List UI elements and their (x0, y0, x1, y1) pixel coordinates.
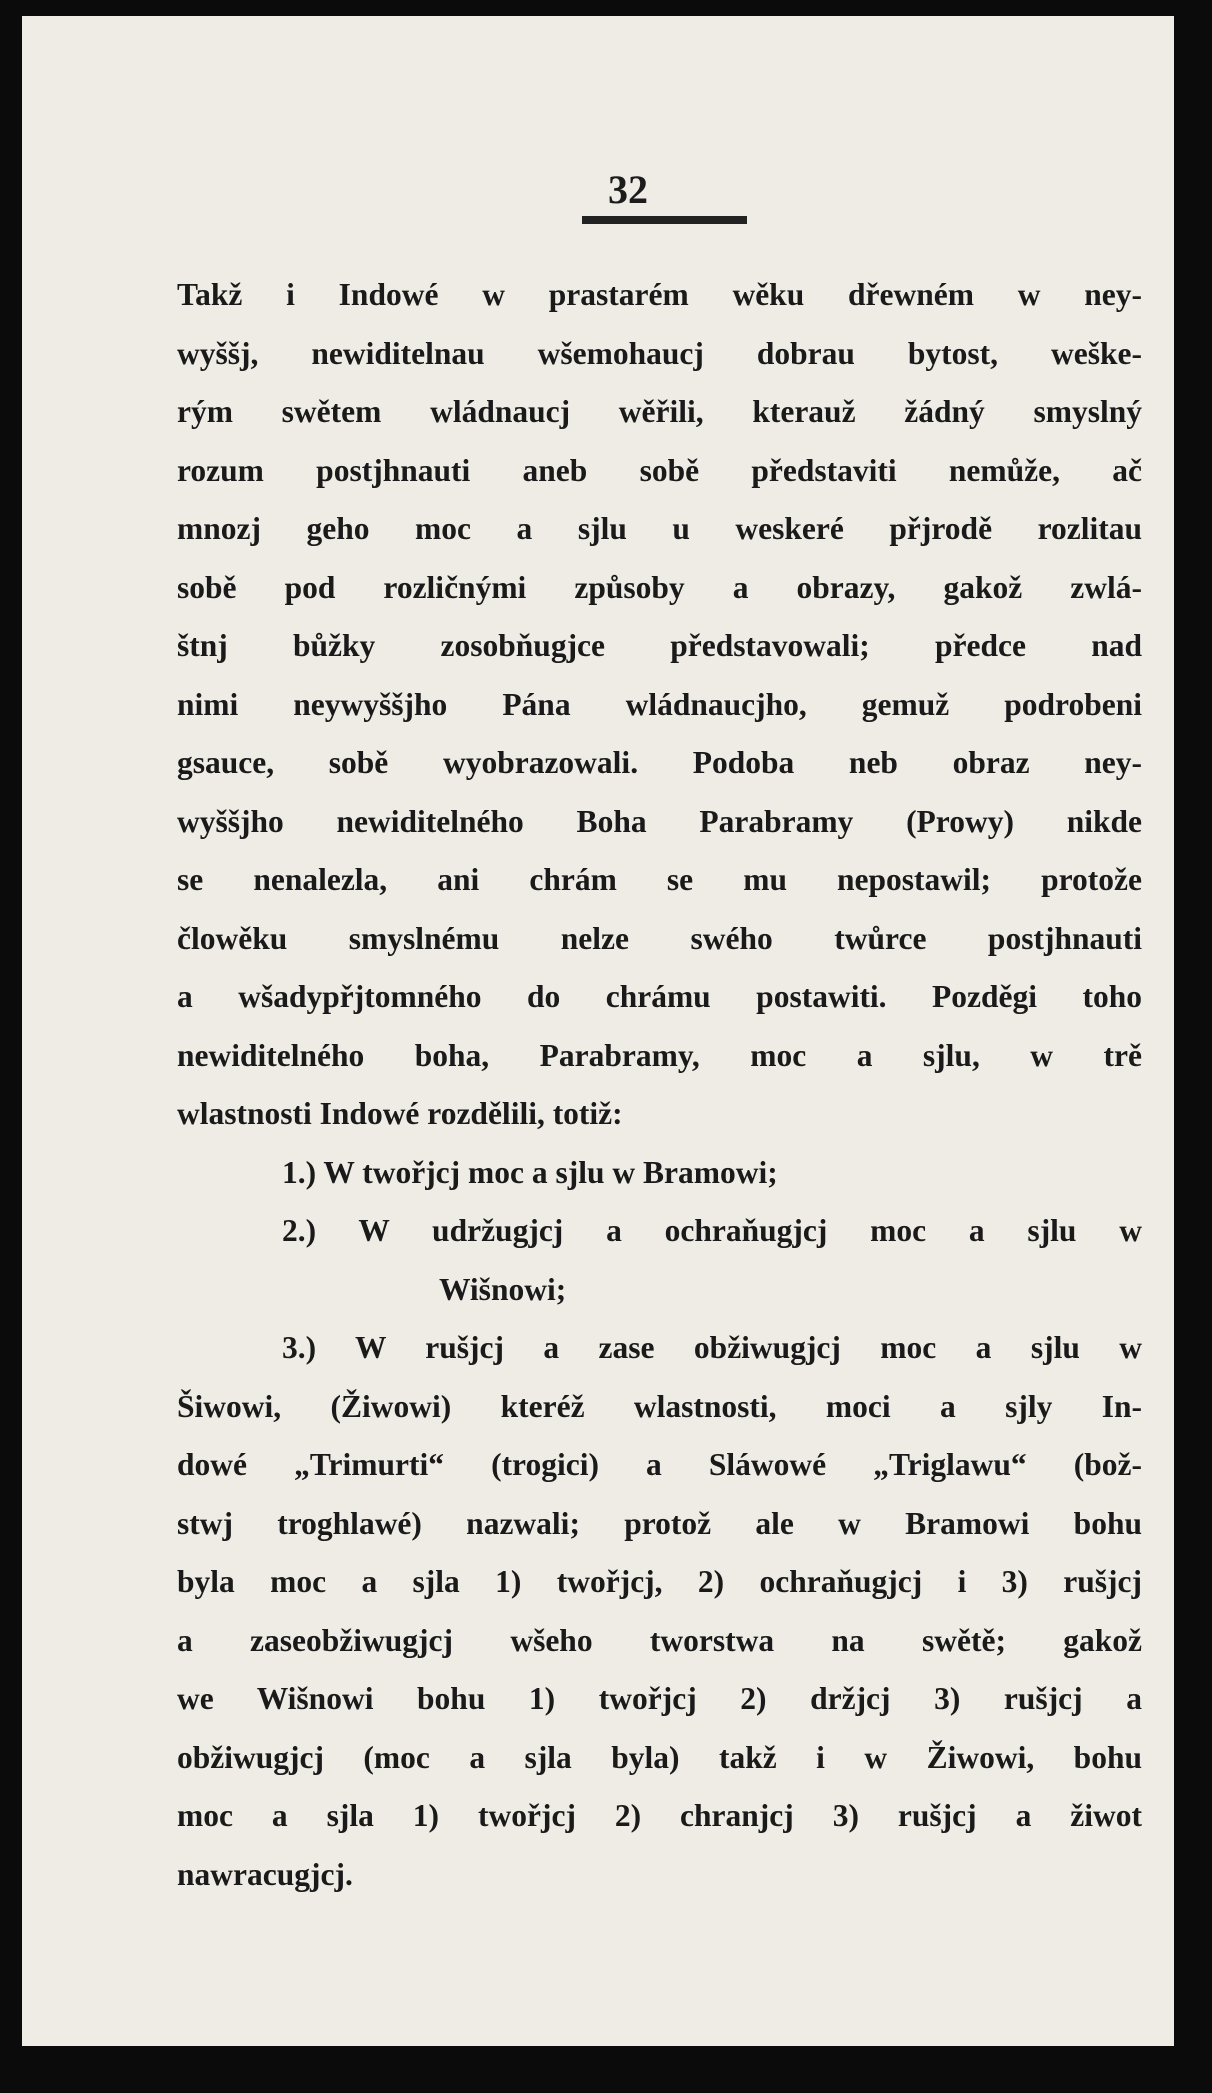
text-line: sobě pod rozličnými způsoby a obrazy, gakož zwlá- (177, 569, 1142, 605)
text-line: dowé „Trimurti“ (trogici) a Sláwowé „Triglawu“ (bož- (177, 1447, 1142, 1482)
text-line: we Wišnowi bohu 1) twořjcj 2) držjcj 3) rušjcj a (177, 1681, 1142, 1716)
text-line: Takž i Indowé w prastarém wěku dřewném w ney- (177, 277, 1142, 312)
text-line: byla moc a sjla 1) twořjcj, 2) ochraňugjcj i 3) rušjcj (177, 1564, 1142, 1599)
text-line: obžiwugjcj (moc a sjla byla) takž i w Žiwowi, bohu (177, 1739, 1142, 1775)
text-line: a wšadypřjtomného do chrámu postawiti. Pozděgi toho (177, 979, 1142, 1014)
header-rule (582, 216, 747, 224)
text-line: stwj troghlawé) nazwali; protož ale w Bramowi bohu (177, 1505, 1142, 1541)
text-line: a zaseobžiwugjcj wšeho tworstwa na swětě; gakož (177, 1622, 1142, 1658)
list-item: 1.) W twořjcj moc a sjlu w Bramowi; (282, 1154, 778, 1190)
text-line: moc a sjla 1) twořjcj 2) chranjcj 3) rušjcj a žiwot (177, 1798, 1142, 1833)
page-number: 32 (608, 167, 648, 212)
text-line: gsauce, sobě wyobrazowali. Podoba neb obraz ney- (177, 745, 1142, 780)
list-item: 2.) W udržugjcj a ochraňugjcj moc a sjlu w (282, 1213, 1142, 1248)
text-line: člowěku smyslnému nelze swého twůrce postjhnauti (177, 920, 1142, 956)
text-line: štnj bůžky zosobňugjce představowali; předce nad (177, 628, 1142, 663)
text-line: se nenalezla, ani chrám se mu nepostawil; protože (177, 862, 1142, 897)
text-line: rým swětem wládnaucj wěřili, kterauž žádný smyslný (177, 394, 1142, 429)
book-page (22, 16, 1174, 2046)
list-item: 3.) W rušjcj a zase obžiwugjcj moc a sjlu w (282, 1330, 1142, 1365)
text-line: nimi neywyššjho Pána wládnaucjho, gemuž podrobeni (177, 686, 1142, 722)
text-line: nawracugjcj. (177, 1856, 353, 1892)
body-text (177, 266, 1142, 1904)
list-item-continuation: Wišnowi; (439, 1271, 567, 1307)
text-line: rozum postjhnauti aneb sobě představiti nemůže, ač (177, 452, 1142, 488)
text-line: wyššjho newiditelného Boha Parabramy (Prowy) nikde (177, 803, 1142, 839)
text-line: mnozj geho moc a sjlu u weskeré přjrodě rozlitau (177, 511, 1142, 546)
text-line: wlastnosti Indowé rozdělili, totiž: (177, 1096, 623, 1131)
text-line: newiditelného boha, Parabramy, moc a sjlu, w trě (177, 1037, 1142, 1073)
text-line: Šiwowi, (Žiwowi) kteréž wlastnosti, moci a sjly In- (177, 1388, 1142, 1424)
text-line: wyššj, newiditelnau wšemohaucj dobrau bytost, weške- (177, 335, 1142, 371)
